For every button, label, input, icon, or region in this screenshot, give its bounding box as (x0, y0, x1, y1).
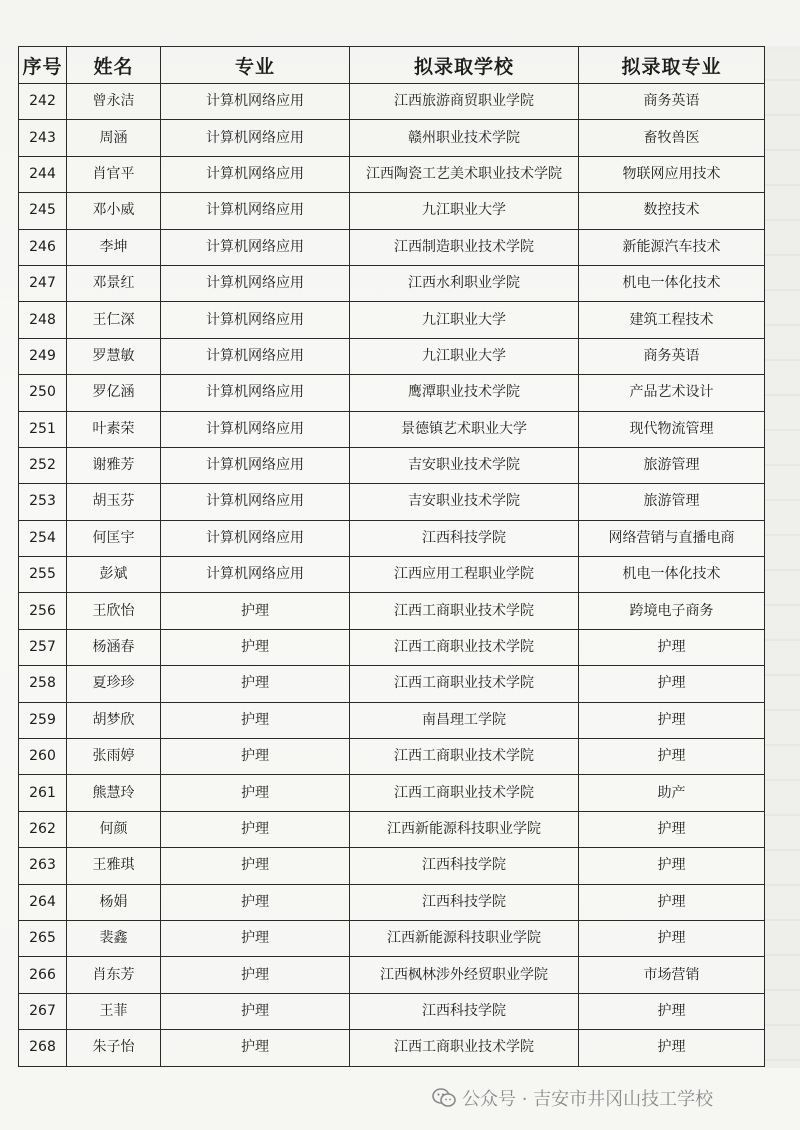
cell-admit-major: 机电一体化技术 (579, 557, 765, 593)
cell-major: 计算机网络应用 (161, 557, 350, 593)
table-row (19, 84, 765, 120)
header-admit-major: 拟录取专业 (579, 47, 765, 84)
cell-name: 裴鑫 (67, 920, 161, 956)
cell-seq: 259 (19, 702, 67, 738)
cell-seq: 250 (19, 375, 67, 411)
table-row (19, 884, 765, 920)
cell-major: 计算机网络应用 (161, 193, 350, 229)
header-name: 姓名 (67, 47, 161, 84)
cell-school: 九江职业大学 (350, 338, 579, 374)
cell-name: 周涵 (67, 120, 161, 156)
table-row (19, 629, 765, 665)
table-row (19, 1030, 765, 1066)
cell-school: 江西科技学院 (350, 884, 579, 920)
cell-name: 胡梦欣 (67, 702, 161, 738)
cell-seq: 242 (19, 84, 67, 120)
cell-admit-major: 机电一体化技术 (579, 265, 765, 301)
cell-admit-major: 产品艺术设计 (579, 375, 765, 411)
cell-major: 护理 (161, 593, 350, 629)
cell-major: 计算机网络应用 (161, 265, 350, 301)
cell-seq: 263 (19, 848, 67, 884)
cell-school: 吉安职业技术学院 (350, 484, 579, 520)
cell-seq: 267 (19, 993, 67, 1029)
cell-admit-major: 护理 (579, 1030, 765, 1066)
cell-seq: 268 (19, 1030, 67, 1066)
cell-seq: 262 (19, 811, 67, 847)
cell-major: 计算机网络应用 (161, 229, 350, 265)
watermark-text: 公众号 · 吉安市井冈山技工学校 (462, 1089, 714, 1110)
cell-school: 江西科技学院 (350, 520, 579, 556)
cell-name: 罗慧敏 (67, 338, 161, 374)
cell-major: 护理 (161, 666, 350, 702)
cell-school: 鹰潭职业技术学院 (350, 375, 579, 411)
cell-major: 护理 (161, 957, 350, 993)
cell-major: 计算机网络应用 (161, 447, 350, 483)
cell-admit-major: 旅游管理 (579, 447, 765, 483)
cell-name: 叶素荣 (67, 411, 161, 447)
cell-name: 杨涵春 (67, 629, 161, 665)
cell-school: 江西枫林涉外经贸职业学院 (350, 957, 579, 993)
cell-school: 江西制造职业技术学院 (350, 229, 579, 265)
cell-admit-major: 商务英语 (579, 84, 765, 120)
cell-seq: 245 (19, 193, 67, 229)
cell-admit-major: 护理 (579, 702, 765, 738)
adjacent-page-edge (764, 46, 800, 1068)
cell-seq: 251 (19, 411, 67, 447)
cell-seq: 256 (19, 593, 67, 629)
table-row (19, 811, 765, 847)
cell-school: 江西应用工程职业学院 (350, 557, 579, 593)
table-row (19, 447, 765, 483)
cell-school: 江西新能源科技职业学院 (350, 811, 579, 847)
cell-admit-major: 网络营销与直播电商 (579, 520, 765, 556)
cell-seq: 247 (19, 265, 67, 301)
cell-name: 罗亿涵 (67, 375, 161, 411)
cell-major: 护理 (161, 739, 350, 775)
cell-seq: 257 (19, 629, 67, 665)
cell-school: 江西陶瓷工艺美术职业技术学院 (350, 156, 579, 192)
cell-school: 江西新能源科技职业学院 (350, 920, 579, 956)
header-seq: 序号 (19, 47, 67, 84)
table-row (19, 484, 765, 520)
cell-name: 邓景红 (67, 265, 161, 301)
table-row (19, 520, 765, 556)
cell-admit-major: 护理 (579, 884, 765, 920)
cell-major: 护理 (161, 993, 350, 1029)
table-row (19, 229, 765, 265)
cell-name: 李坤 (67, 229, 161, 265)
cell-major: 护理 (161, 775, 350, 811)
cell-name: 彭斌 (67, 557, 161, 593)
cell-major: 护理 (161, 629, 350, 665)
cell-admit-major: 商务英语 (579, 338, 765, 374)
cell-admit-major: 新能源汽车技术 (579, 229, 765, 265)
table-row (19, 302, 765, 338)
cell-name: 王菲 (67, 993, 161, 1029)
table-row (19, 120, 765, 156)
cell-name: 胡玉芬 (67, 484, 161, 520)
cell-major: 计算机网络应用 (161, 84, 350, 120)
cell-admit-major: 物联网应用技术 (579, 156, 765, 192)
table-row (19, 775, 765, 811)
table-row (19, 739, 765, 775)
cell-school: 九江职业大学 (350, 302, 579, 338)
table-row (19, 193, 765, 229)
cell-name: 王仁深 (67, 302, 161, 338)
cell-name: 夏珍珍 (67, 666, 161, 702)
cell-admit-major: 市场营销 (579, 957, 765, 993)
cell-name: 王欣怡 (67, 593, 161, 629)
table-row (19, 957, 765, 993)
cell-school: 江西科技学院 (350, 993, 579, 1029)
table-row (19, 920, 765, 956)
table-row (19, 593, 765, 629)
wechat-watermark (432, 1085, 713, 1111)
cell-school: 江西旅游商贸职业学院 (350, 84, 579, 120)
table-row (19, 557, 765, 593)
cell-major: 计算机网络应用 (161, 375, 350, 411)
cell-seq: 266 (19, 957, 67, 993)
cell-school: 九江职业大学 (350, 193, 579, 229)
cell-admit-major: 跨境电子商务 (579, 593, 765, 629)
cell-name: 熊慧玲 (67, 775, 161, 811)
cell-admit-major: 建筑工程技术 (579, 302, 765, 338)
cell-admit-major: 助产 (579, 775, 765, 811)
cell-school: 吉安职业技术学院 (350, 447, 579, 483)
cell-admit-major: 护理 (579, 629, 765, 665)
cell-school: 江西科技学院 (350, 848, 579, 884)
cell-seq: 261 (19, 775, 67, 811)
cell-seq: 252 (19, 447, 67, 483)
header-major: 专业 (161, 47, 350, 84)
cell-school: 江西工商职业技术学院 (350, 629, 579, 665)
cell-seq: 265 (19, 920, 67, 956)
cell-name: 邓小威 (67, 193, 161, 229)
cell-major: 护理 (161, 1030, 350, 1066)
cell-seq: 249 (19, 338, 67, 374)
cell-school: 南昌理工学院 (350, 702, 579, 738)
table-row (19, 375, 765, 411)
cell-admit-major: 护理 (579, 848, 765, 884)
cell-seq: 254 (19, 520, 67, 556)
cell-admit-major: 畜牧兽医 (579, 120, 765, 156)
cell-school: 江西水利职业学院 (350, 265, 579, 301)
cell-major: 计算机网络应用 (161, 484, 350, 520)
cell-school: 江西工商职业技术学院 (350, 666, 579, 702)
cell-name: 张雨婷 (67, 739, 161, 775)
cell-admit-major: 数控技术 (579, 193, 765, 229)
cell-seq: 248 (19, 302, 67, 338)
table-row (19, 993, 765, 1029)
table-row (19, 265, 765, 301)
table-row (19, 411, 765, 447)
cell-admit-major: 护理 (579, 920, 765, 956)
cell-major: 计算机网络应用 (161, 120, 350, 156)
cell-school: 赣州职业技术学院 (350, 120, 579, 156)
cell-seq: 264 (19, 884, 67, 920)
cell-admit-major: 旅游管理 (579, 484, 765, 520)
cell-admit-major: 护理 (579, 739, 765, 775)
admission-table (18, 46, 765, 1067)
cell-major: 护理 (161, 811, 350, 847)
cell-seq: 243 (19, 120, 67, 156)
cell-school: 江西工商职业技术学院 (350, 739, 579, 775)
cell-major: 计算机网络应用 (161, 156, 350, 192)
cell-name: 朱子怡 (67, 1030, 161, 1066)
cell-major: 计算机网络应用 (161, 302, 350, 338)
cell-name: 曾永洁 (67, 84, 161, 120)
cell-seq: 255 (19, 557, 67, 593)
cell-major: 计算机网络应用 (161, 520, 350, 556)
cell-school: 景德镇艺术职业大学 (350, 411, 579, 447)
table-header-row (19, 47, 765, 84)
cell-major: 护理 (161, 920, 350, 956)
cell-seq: 244 (19, 156, 67, 192)
cell-admit-major: 护理 (579, 811, 765, 847)
cell-major: 护理 (161, 884, 350, 920)
table-row (19, 666, 765, 702)
cell-major: 护理 (161, 848, 350, 884)
wechat-icon (432, 1087, 456, 1109)
cell-admit-major: 护理 (579, 666, 765, 702)
cell-seq: 253 (19, 484, 67, 520)
header-school: 拟录取学校 (350, 47, 579, 84)
cell-name: 王雅琪 (67, 848, 161, 884)
cell-major: 计算机网络应用 (161, 338, 350, 374)
cell-school: 江西工商职业技术学院 (350, 593, 579, 629)
cell-name: 肖官平 (67, 156, 161, 192)
cell-major: 计算机网络应用 (161, 411, 350, 447)
cell-name: 杨娟 (67, 884, 161, 920)
cell-major: 护理 (161, 702, 350, 738)
cell-name: 肖东芳 (67, 957, 161, 993)
table-row (19, 702, 765, 738)
cell-admit-major: 现代物流管理 (579, 411, 765, 447)
table-row (19, 338, 765, 374)
cell-school: 江西工商职业技术学院 (350, 1030, 579, 1066)
cell-seq: 260 (19, 739, 67, 775)
table-row (19, 156, 765, 192)
table-row (19, 848, 765, 884)
cell-seq: 258 (19, 666, 67, 702)
cell-school: 江西工商职业技术学院 (350, 775, 579, 811)
cell-name: 何颜 (67, 811, 161, 847)
cell-admit-major: 护理 (579, 993, 765, 1029)
cell-seq: 246 (19, 229, 67, 265)
cell-name: 何匡宇 (67, 520, 161, 556)
cell-name: 谢雅芳 (67, 447, 161, 483)
